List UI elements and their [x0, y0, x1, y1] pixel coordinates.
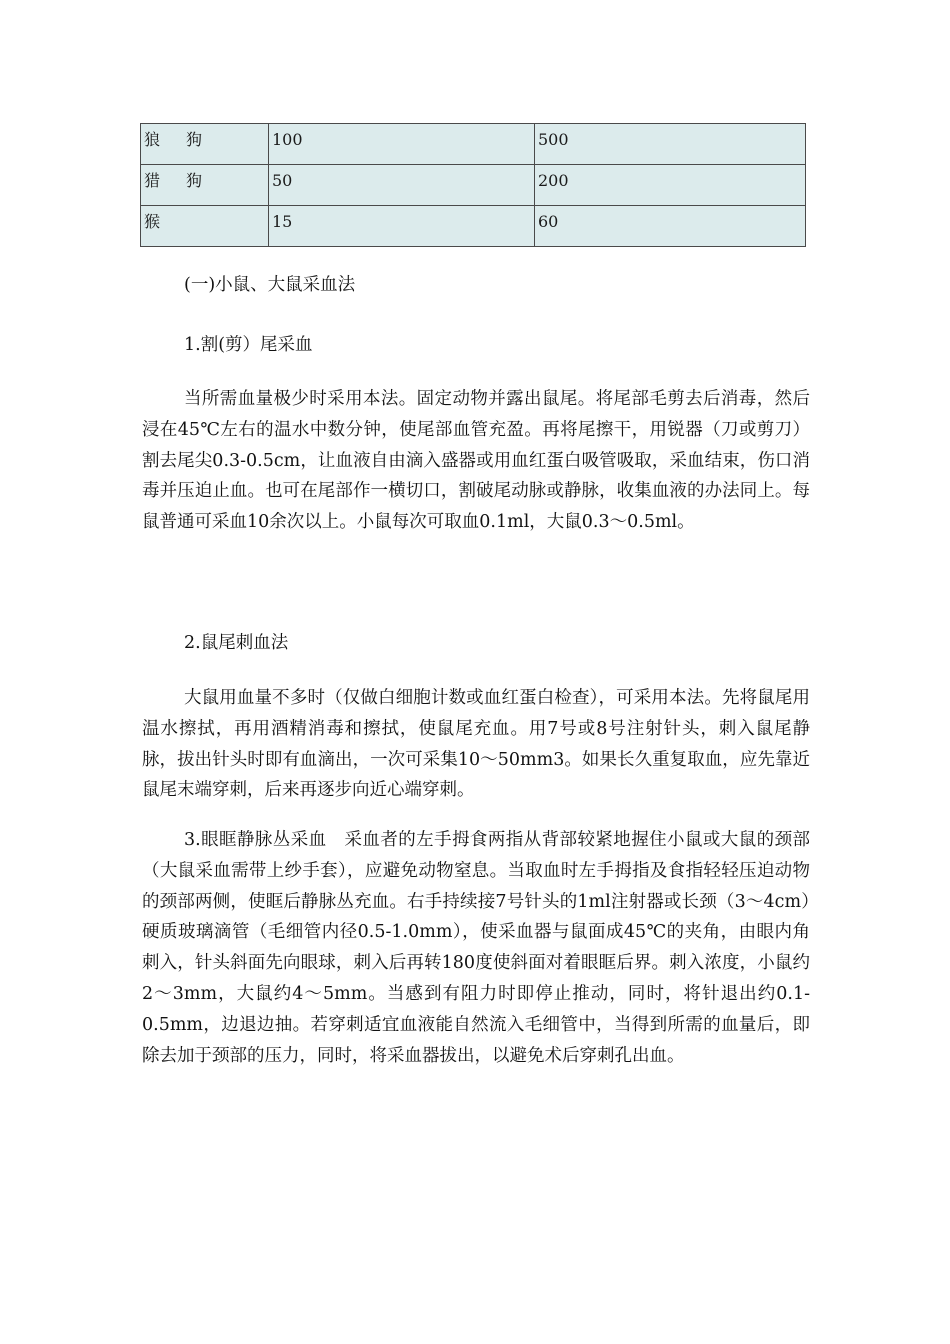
- table-cell: 60: [535, 206, 806, 247]
- subsection-title-tail-prick: 2.鼠尾刺血法: [184, 633, 289, 653]
- subsection-title-tail-cut: 1.割(剪）尾采血: [184, 335, 313, 355]
- section-heading: (一)小鼠、大鼠采血法: [184, 275, 356, 295]
- table-cell: 500: [535, 124, 806, 165]
- paragraph-tail-cut: 当所需血量极少时采用本法。固定动物并露出鼠尾。将尾部毛剪去后消毒，然后浸在45℃左右的温水中数分钟，使尾部血管充盈。再将尾擦干，用锐器（刀或剪刀）割去尾尖0.3-0.5cm，让血液自由滴入盛器或用血红蛋白吸管吸取，采血结束，伤口消毒并压迫止血。也可在尾部作一横切口，割破尾动脉或静脉，收集血液的办法同上。每鼠普通可采血10余次以上。小鼠每次可取血0.1ml，大鼠0.3～0.5ml。: [142, 389, 810, 533]
- table-cell: 50: [269, 165, 535, 206]
- table-row: [141, 124, 806, 165]
- table-row: [141, 165, 806, 206]
- table-cell: 200: [535, 165, 806, 206]
- paragraph-tail-prick: 大鼠用血量不多时（仅做白细胞计数或血红蛋白检查），可采用本法。先将鼠尾用温水擦拭，再用酒精消毒和擦拭，使鼠尾充血。用7号或8号注射针头，刺入鼠尾静脉，拔出针头时即有血滴出，一次可采集10～50mm3。如果长久重复取血，应先靠近鼠尾末端穿刺，后来再逐步向近心端穿刺。: [142, 688, 810, 801]
- table-cell-animal: 狼狗: [141, 124, 269, 165]
- paragraph-orbital-plexus: 3.眼眶静脉丛采血 采血者的左手拇食两指从背部较紧地握住小鼠或大鼠的颈部（大鼠采血需带上纱手套），应避免动物窒息。当取血时左手拇指及食指轻轻压迫动物的颈部两侧，使眶后静脉丛充血。右手持续接7号针头的1ml注射器或长颈（3～4cm）硬质玻璃滴管（毛细管内径0.5-1.0mm），使采血器与鼠面成45℃的夹角，由眼内角刺入，针头斜面先向眼球，刺入后再转180度使斜面对着眼眶后界。刺入浓度，小鼠约2～3mm，大鼠约4～5mm。当感到有阻力时即停止推动，同时，将针退出约0.1-0.5mm，边退边抽。若穿刺适宜血液能自然流入毛细管中，当得到所需的血量后，即除去加于颈部的压力，同时，将采血器拔出，以避免术后穿刺孔出血。: [142, 830, 810, 1066]
- table-cell: 100: [269, 124, 535, 165]
- blood-volume-table: [140, 123, 806, 247]
- table-cell: 15: [269, 206, 535, 247]
- table-cell-animal: 猴: [141, 206, 269, 247]
- table-cell-animal: 猎狗: [141, 165, 269, 206]
- table-row: [141, 206, 806, 247]
